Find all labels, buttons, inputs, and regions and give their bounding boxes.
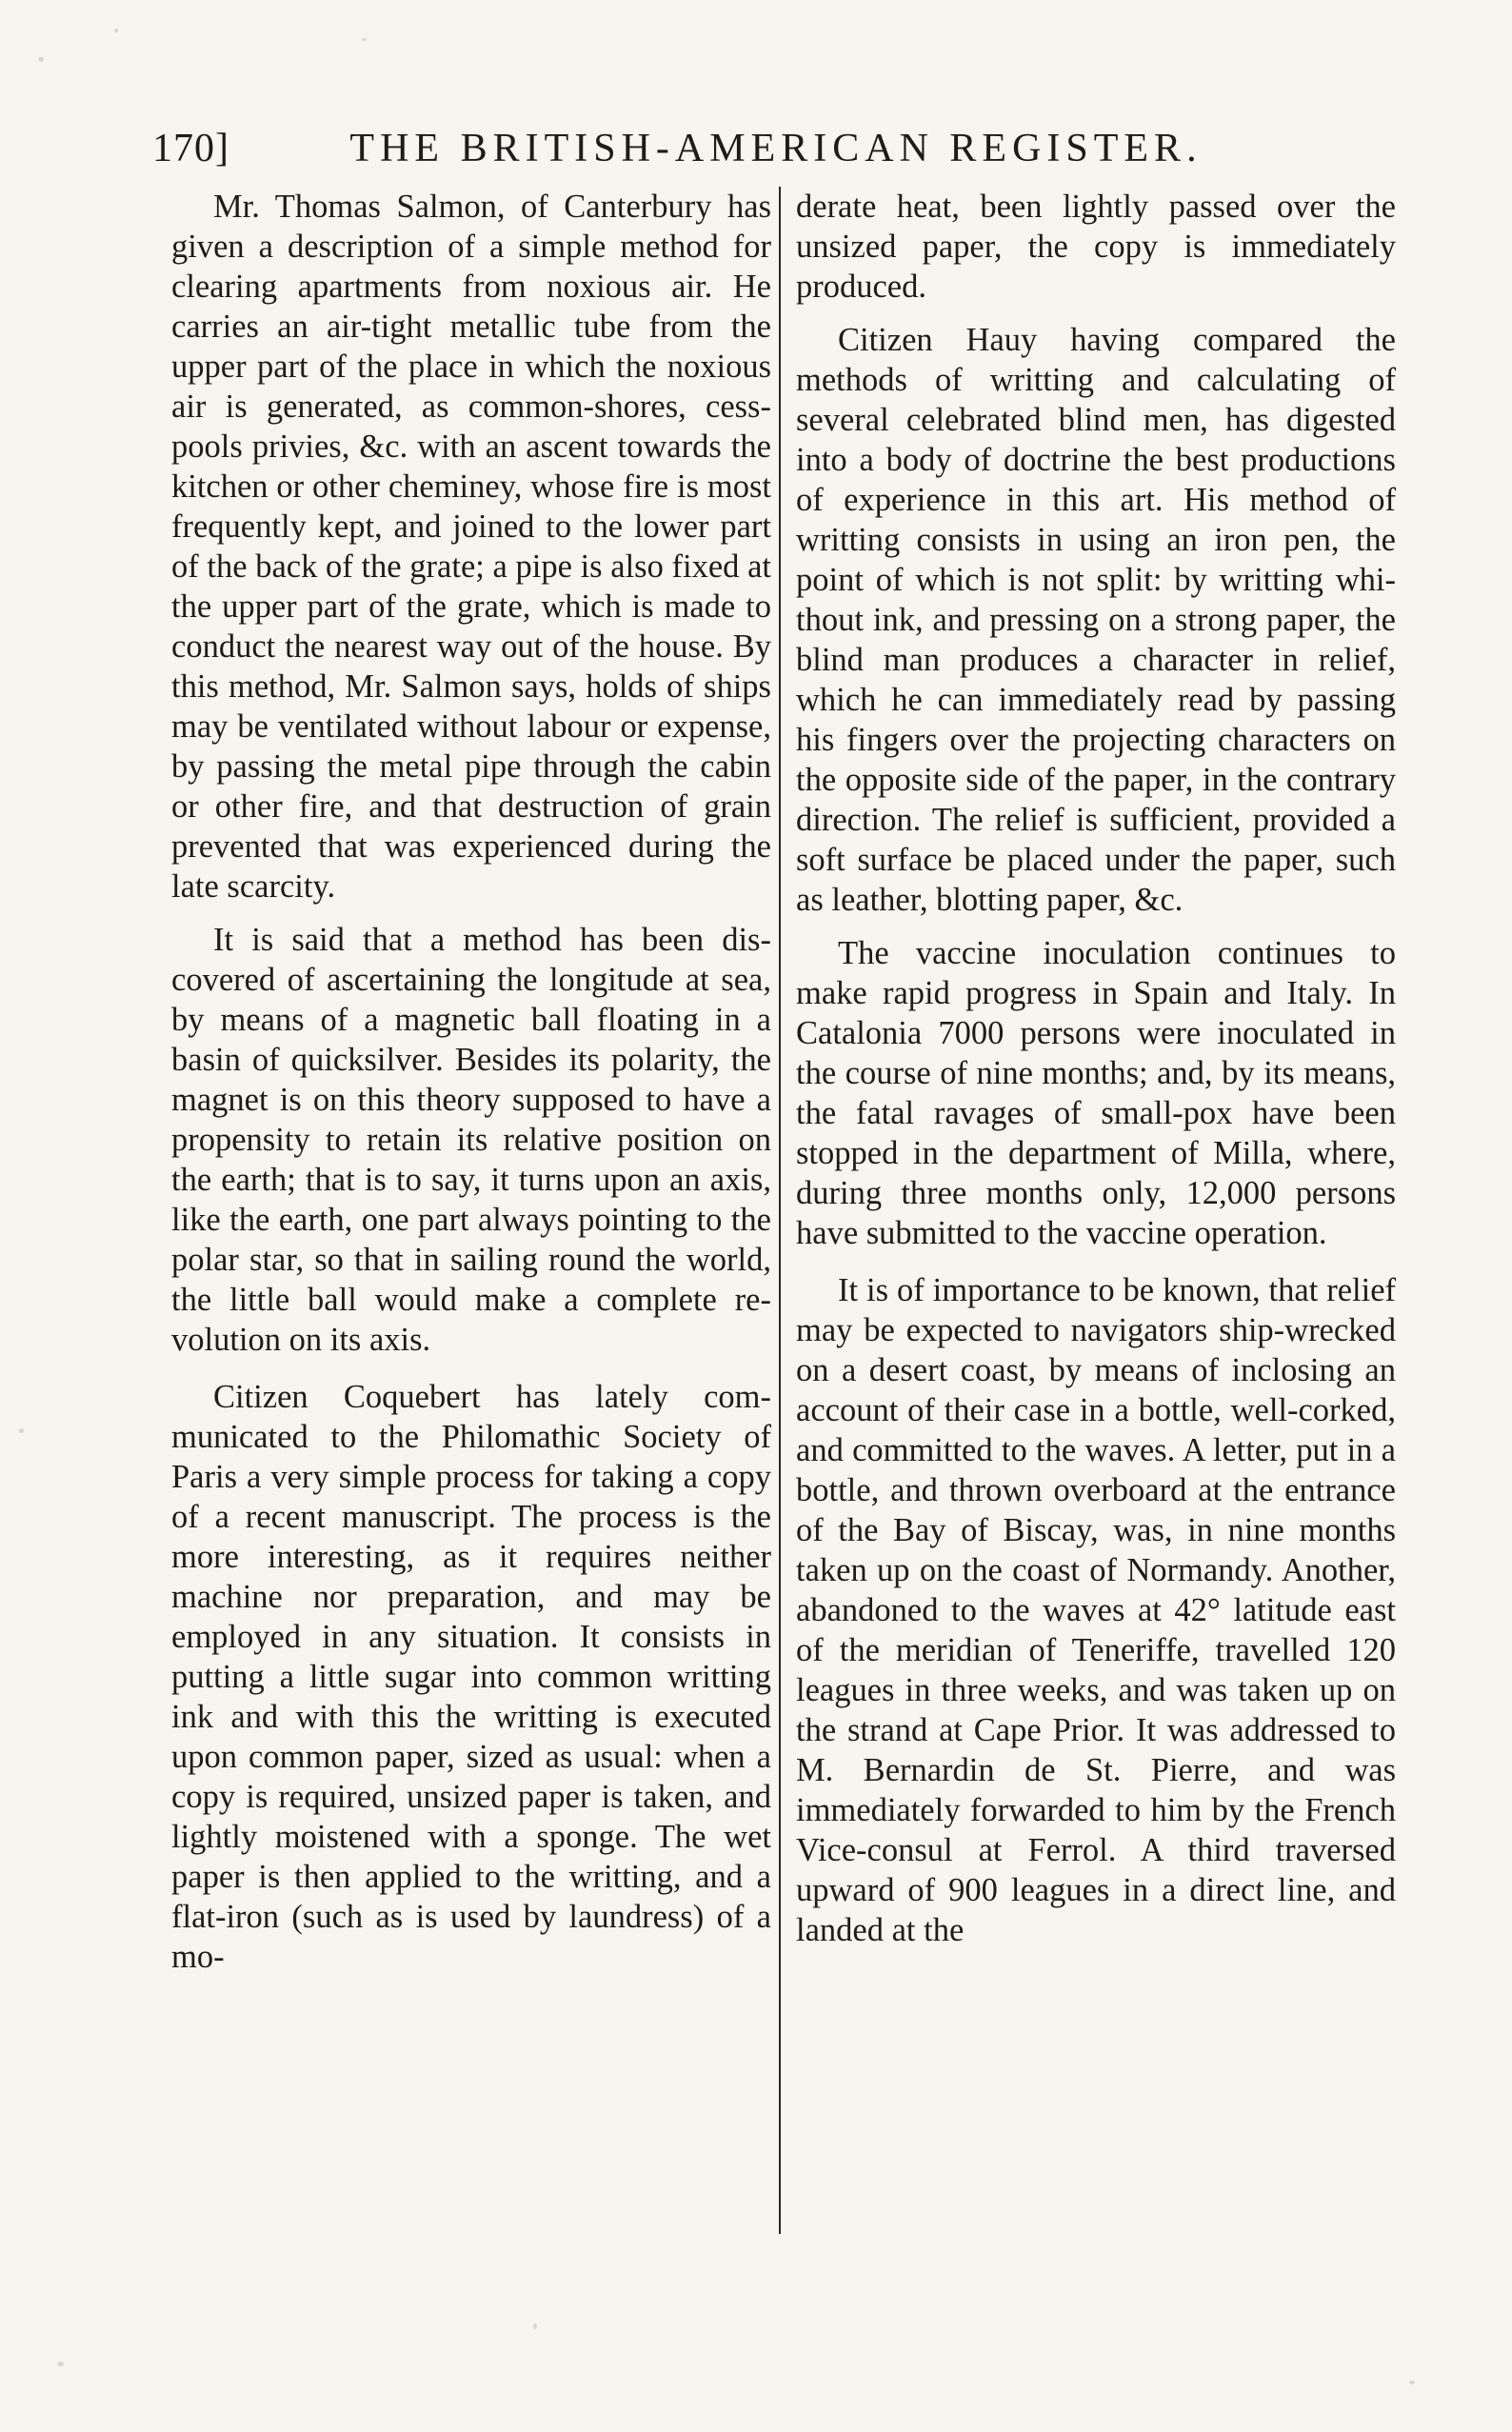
running-title: THE BRITISH-AMERICAN REGISTER.	[349, 127, 1203, 170]
scan-speck	[57, 2362, 64, 2366]
scan-speck	[362, 38, 367, 41]
paragraph-salmon: Mr. Thomas Salmon, of Canterbury has given a description of a simple method for clearing apartments from noxious air. He carries an air-tight metallic tube from the upper part of the place in which the noxious air is generated, as common-shores, cesspools privies, &c. with an ascent towards the kitchen or other cheminey, whose fire is most frequently kept, and joined to the lower part of the back of the grate; a pipe is also fixed at the upper part of the grate, which is made to conduct the nearest way out of the house. By this method, Mr. Salmon says, holds of ships may be ventilated without labour or expense, by passing the metal pipe through the cabin or other fire, and that destruction of grain prevented that was experienced during the late scarcity.	[171, 189, 771, 905]
left-column	[171, 187, 771, 1990]
scan-speck	[533, 2323, 537, 2329]
page-header	[152, 126, 1295, 183]
right-column	[796, 187, 1396, 1964]
scan-speck	[19, 1428, 24, 1433]
column-divider	[779, 187, 781, 2234]
paragraph-bottle: It is of importance to be known, that relief may be expected to navigators ship-wrecked on a desert coast, by means of inclosing an account of their case in a bottle, well-corked, and committed to the waves. A letter, put in a bottle, and thrown overboard at the entrance of the Bay of Biscay, was, in nine months taken up on the coast of Normandy. Another, abandoned to the waves at 42° latitude east of the meridian of Teneriffe, travelled 120 leagues in three weeks, and was taken up on the strand at Cape Prior. It was addressed to M. Bernardin de St. Pierre, and was immediately forwarded to him by the French Vice-consul at Ferrol. A third traversed upward of 900 leagues in a direct line, and landed at the	[796, 1272, 1396, 1948]
paragraph-coquebert: Citizen Coquebert has lately communicated to the Philomathic Society of Paris a very simple process for taking a copy of a recent manuscript. The process is the more interesting, as it requires neither machine nor preparation, and may be employed in any situation. It consists in putting a little sugar into common writting ink and with this the writting is executed upon common paper, sized as usual: when a copy is required, unsized paper is taken, and lightly moistened with a sponge. The wet paper is then applied to the writting, and a flat-iron (such as is used by laundress) of a mo-	[171, 1379, 771, 1975]
paragraph-vaccine: The vaccine inoculation continues to make rapid progress in Spain and Italy. In Catalonia 7000 persons were inoculated in the course of nine months; and, by its means, the fatal ravages of small-pox have been stopped in the department of Milla, where, during three months only, 12,000 persons have submitted to the vaccine operation.	[796, 935, 1396, 1251]
scan-speck	[114, 29, 118, 32]
page-number: 170]	[152, 127, 229, 170]
paragraph-copy-continued: derate heat, been lightly passed over the unsized paper, the copy is immediately produced.	[796, 189, 1396, 305]
scan-speck	[38, 57, 44, 62]
paragraph-hauy: Citizen Hauy having compared the methods of writting and calculating of several celebrated blind men, has digested into a body of doctrine the best productions of experience in this art. His method of writting consists in using an iron pen, the point of which is not split: by writting whithout ink, and pressing on a strong paper, the blind man produces a character in relief, which he can immediately read by passing his fingers over the projecting characters on the opposite side of the paper, in the contrary direction. The relief is sufficient, provided a soft surface be placed under the paper, such as leather, blotting paper, &c.	[796, 322, 1396, 918]
scan-speck	[1409, 2381, 1415, 2384]
paragraph-longitude: It is said that a method has been discovered of ascertaining the longitude at sea, by means of a magnetic ball floating in a basin of quicksilver. Besides its polarity, the magnet is on this theory supposed to have a propensity to retain its relative position on the earth; that is to say, it turns upon an axis, like the earth, one part always pointing to the polar star, so that in sailing round the world, the little ball would make a complete revolution on its axis.	[171, 922, 771, 1358]
